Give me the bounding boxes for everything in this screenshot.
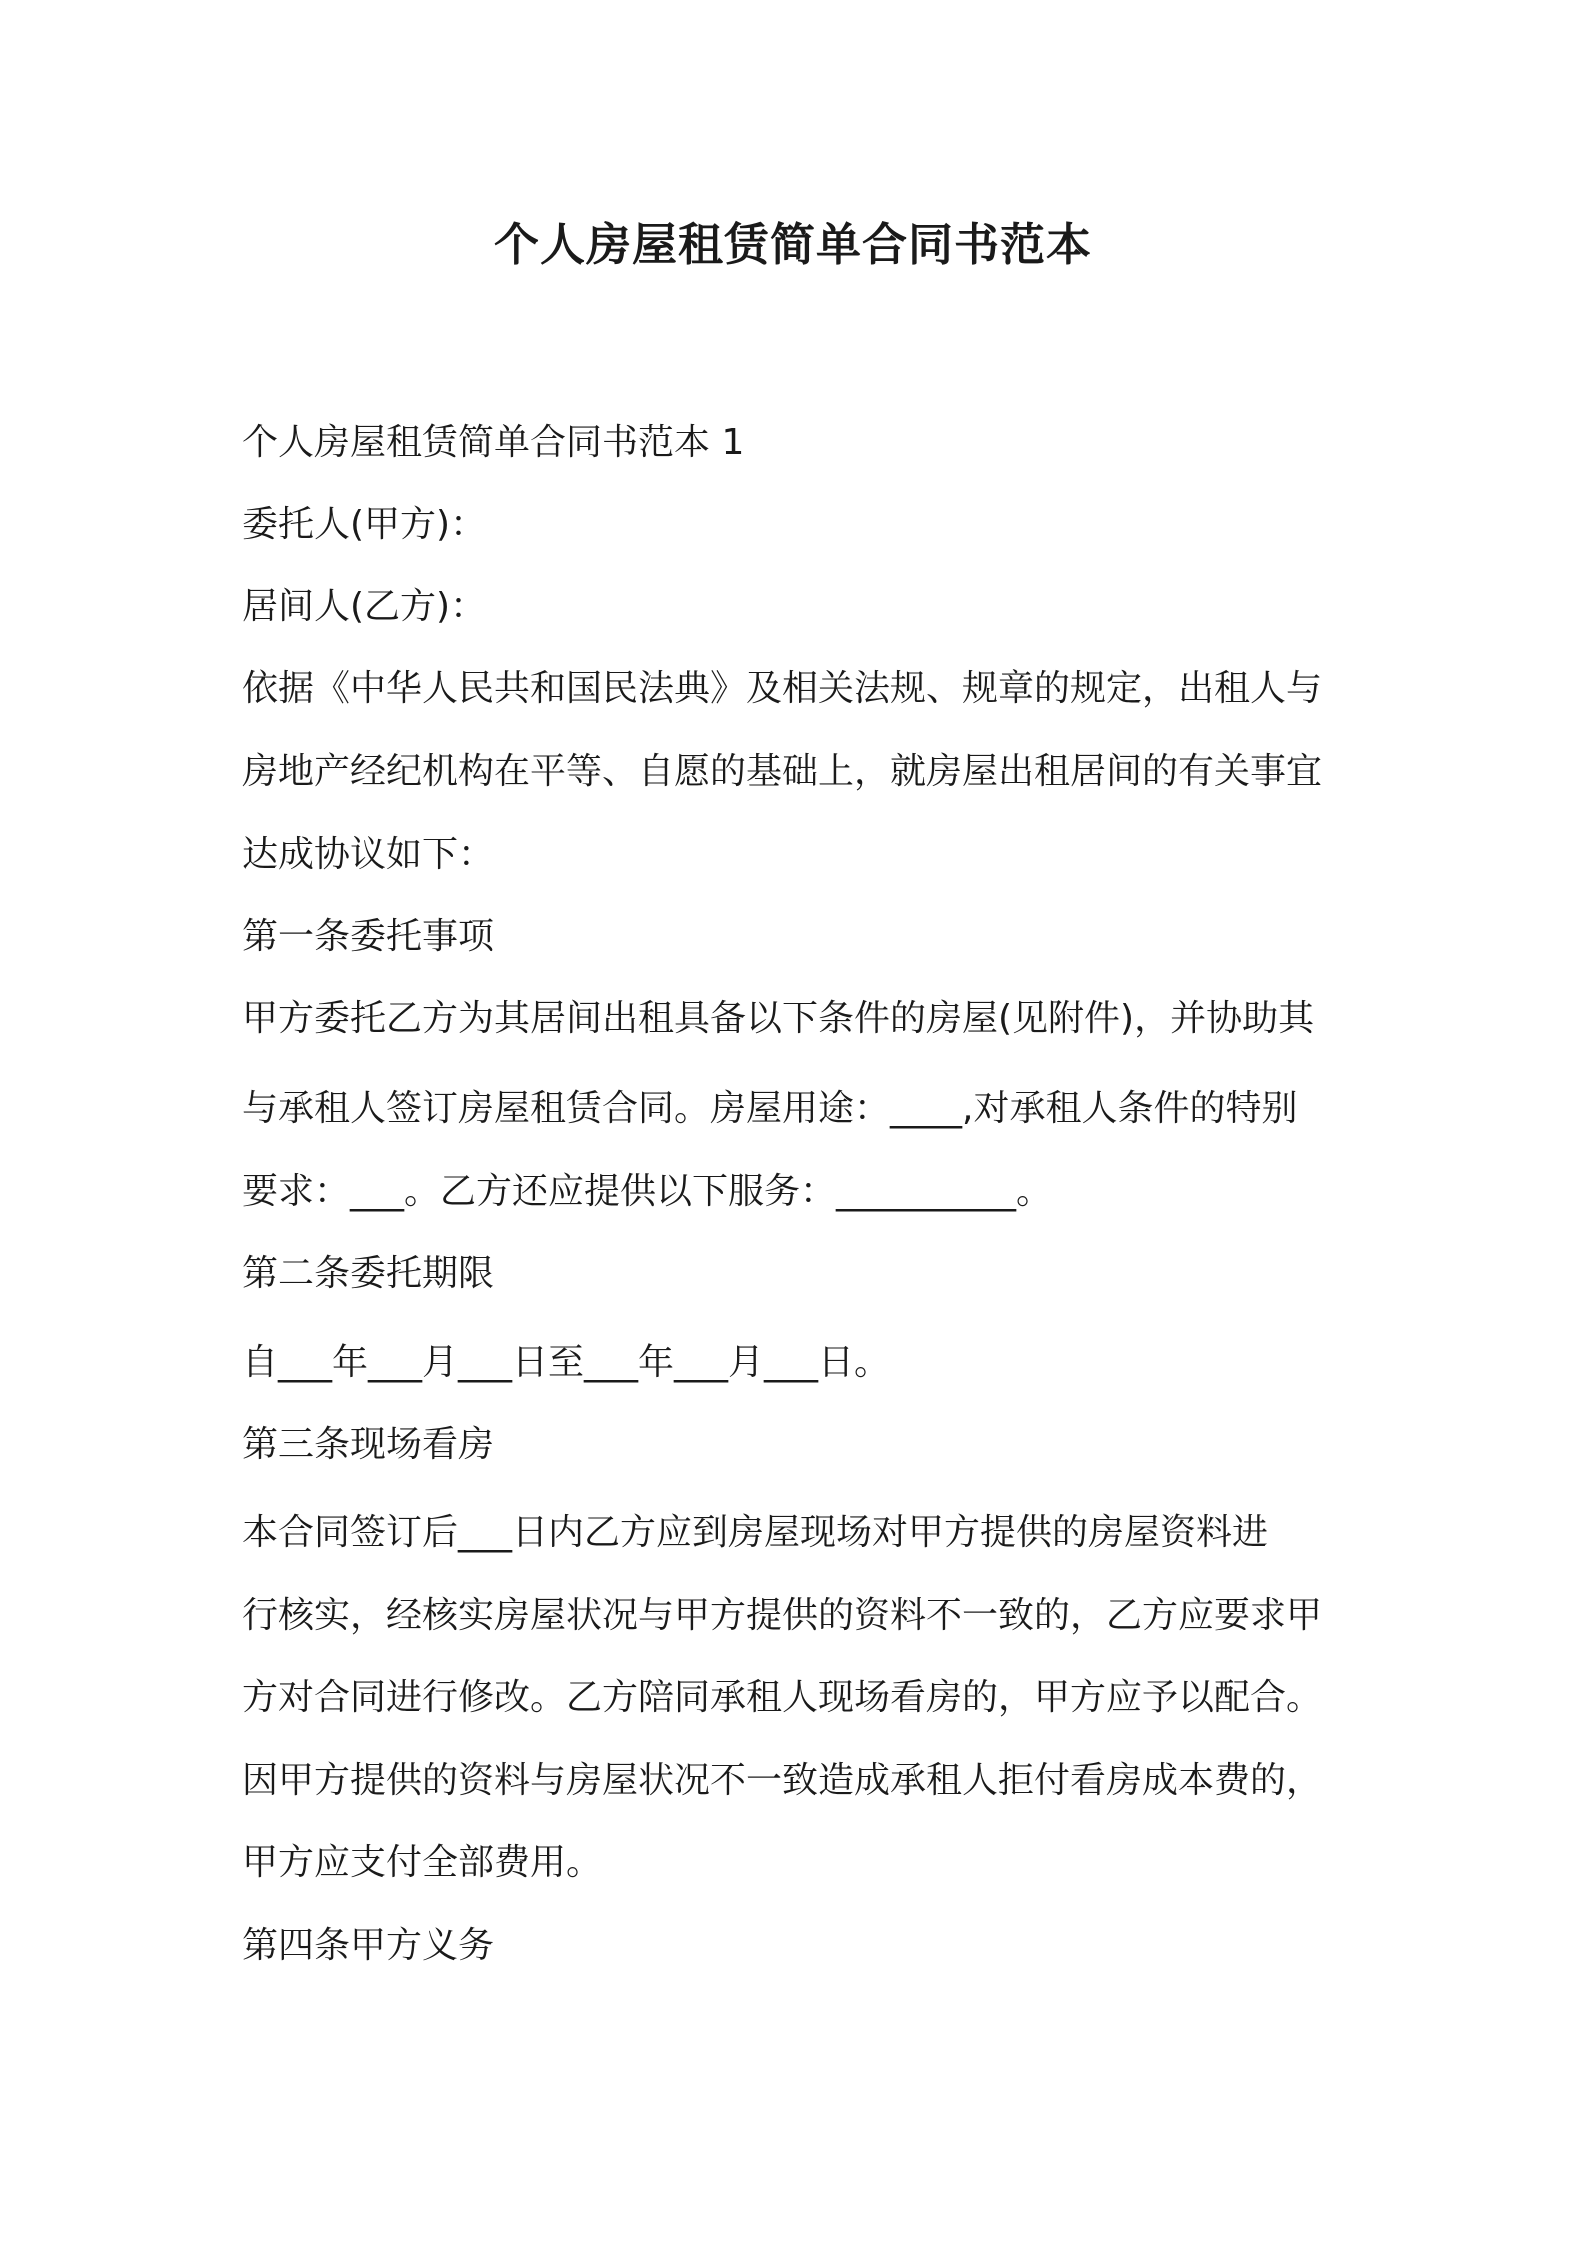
article-4-heading: 第四条甲方义务	[242, 1925, 495, 1966]
preamble-line-2: 房地产经纪机构在平等、自愿的基础上，就房屋出租居间的有关事宜	[242, 751, 1323, 792]
article-3-heading: 第三条现场看房	[242, 1424, 495, 1465]
intermediary-party-line: 居间人(乙方)：	[242, 586, 487, 627]
article-3-text-line-3: 方对合同进行修改。乙方陪同承租人现场看房的，甲方应予以配合。	[242, 1677, 1323, 1718]
contract-subtitle: 个人房屋租赁简单合同书范本 1	[242, 422, 745, 463]
document-title: 个人房屋租赁简单合同书范本	[493, 218, 1092, 271]
article-2-text: 自___年___月___日至___年___月___日。	[242, 1342, 891, 1383]
article-1-heading: 第一条委托事项	[242, 916, 495, 957]
principal-party-line: 委托人(甲方)：	[242, 504, 487, 545]
preamble-line-3: 达成协议如下：	[242, 834, 495, 875]
article-3-text-line-4: 因甲方提供的资料与房屋状况不一致造成承租人拒付看房成本费的，	[242, 1760, 1323, 1801]
preamble-line-1: 依据《中华人民共和国民法典》及相关法规、规章的规定，出租人与	[242, 668, 1323, 709]
article-1-text-line-3: 要求：___。乙方还应提供以下服务：__________。	[242, 1171, 1053, 1212]
article-3-text-line-5: 甲方应支付全部费用。	[242, 1842, 603, 1883]
article-1-text-line-2: 与承租人签订房屋租赁合同。房屋用途：____,对承租人条件的特别	[242, 1088, 1298, 1129]
article-2-heading: 第二条委托期限	[242, 1253, 495, 1294]
article-3-text-line-2: 行核实，经核实房屋状况与甲方提供的资料不一致的，乙方应要求甲	[242, 1595, 1323, 1636]
article-3-text-line-1: 本合同签订后___日内乙方应到房屋现场对甲方提供的房屋资料进	[242, 1512, 1269, 1553]
article-1-text-line-1: 甲方委托乙方为其居间出租具备以下条件的房屋(见附件)，并协助其	[242, 998, 1315, 1039]
